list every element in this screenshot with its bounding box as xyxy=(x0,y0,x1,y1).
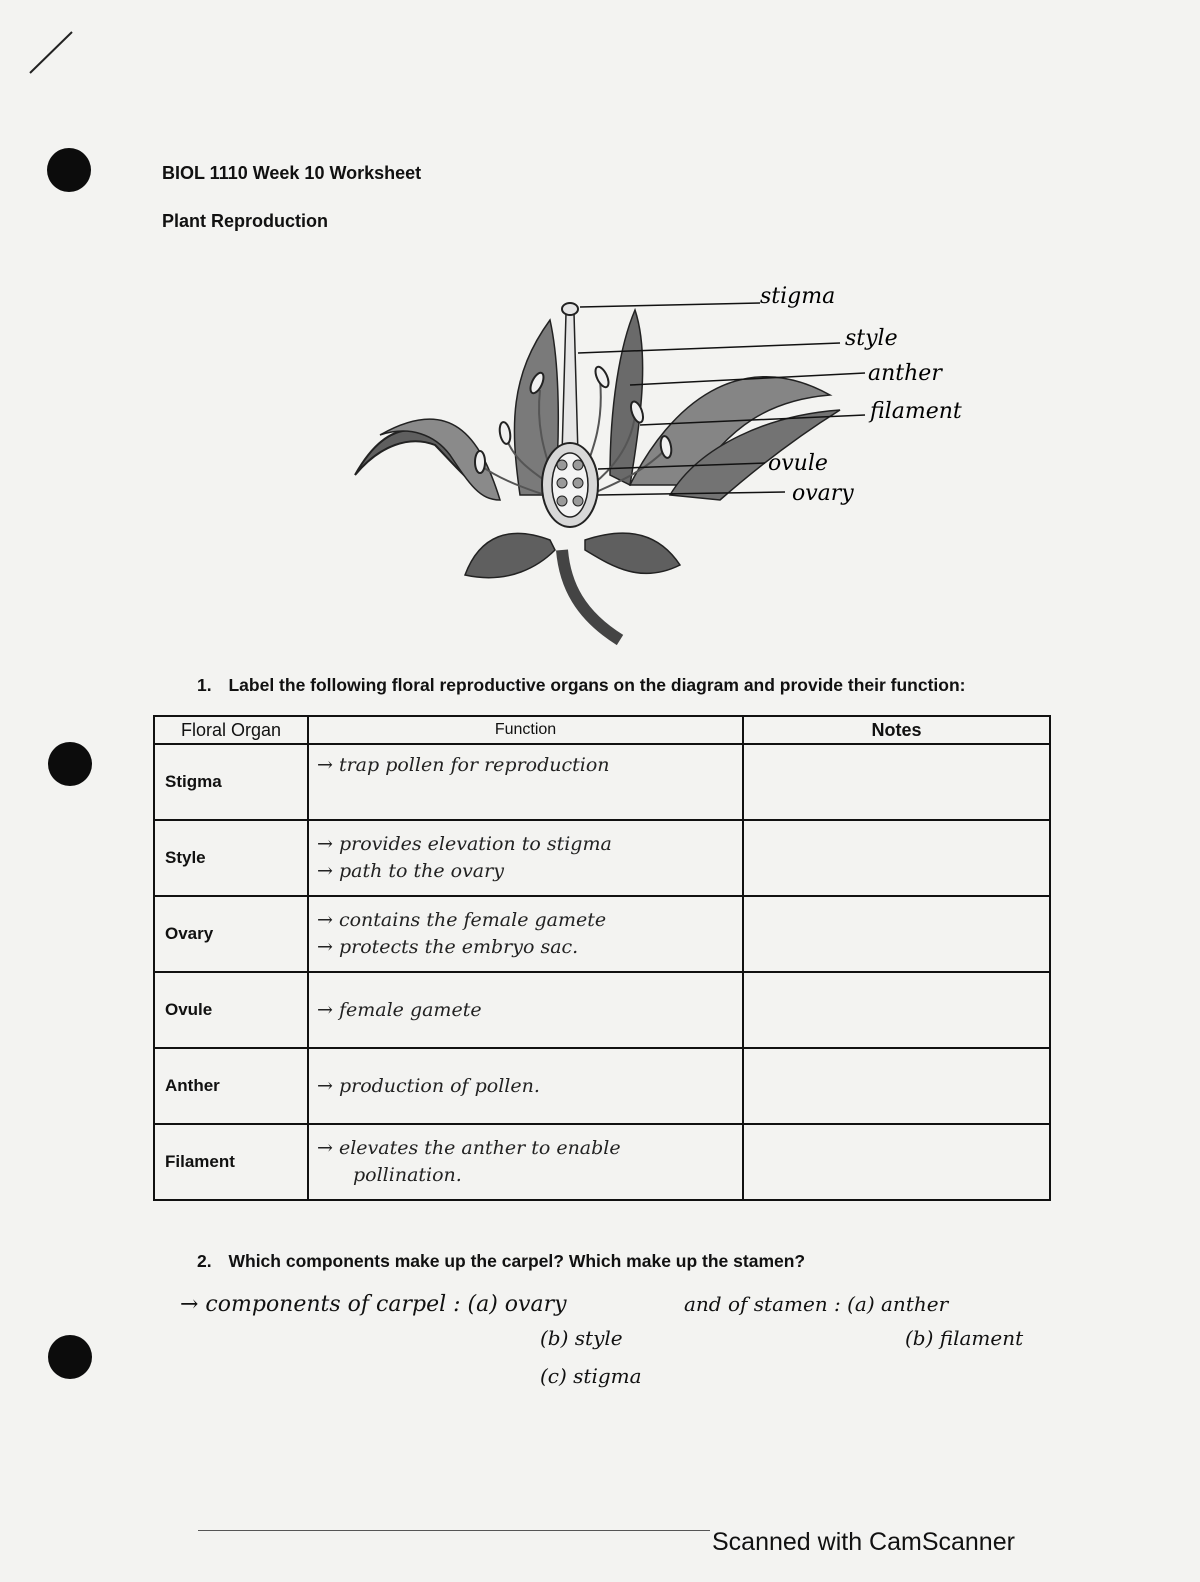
function-text: → protects the embryo sac. xyxy=(317,936,579,958)
organ-cell: Anther xyxy=(154,1048,308,1124)
table-row xyxy=(154,896,1050,972)
function-text: pollination. xyxy=(353,1164,462,1186)
function-cell xyxy=(308,972,743,1048)
diagram-label-anther: anther xyxy=(868,361,942,386)
organ-cell: Stigma xyxy=(154,744,308,820)
answer-stamen-intro: and of stamen : (a) anther xyxy=(684,1292,949,1316)
camscanner-watermark: Scanned with CamScanner xyxy=(712,1528,1015,1556)
table-row xyxy=(154,744,1050,820)
notes-cell xyxy=(743,744,1050,820)
table-row xyxy=(154,1048,1050,1124)
answer-stamen-b: (b) filament xyxy=(905,1326,1024,1350)
notes-cell xyxy=(743,1048,1050,1124)
question-1-text: Label the following floral reproductive organs on the diagram and provide their function: xyxy=(228,675,966,695)
function-text: → trap pollen for reproduction xyxy=(317,754,610,776)
function-cell xyxy=(308,744,743,820)
question-1-number: 1. xyxy=(197,675,212,695)
question-2 xyxy=(197,1251,805,1272)
function-text: → path to the ovary xyxy=(317,860,504,882)
pen-mark xyxy=(20,28,80,78)
header-notes: Notes xyxy=(743,716,1050,744)
notes-cell xyxy=(743,1124,1050,1200)
punch-hole-bottom xyxy=(48,1335,92,1379)
notes-cell xyxy=(743,896,1050,972)
diagram-label-stigma: stigma xyxy=(760,285,836,309)
diagram-label-filament: filament xyxy=(870,399,962,424)
header-floral-organ: Floral Organ xyxy=(154,716,308,744)
header-function: Function xyxy=(308,716,743,744)
bottom-rule xyxy=(198,1530,710,1531)
diagram-label-style: style xyxy=(845,326,898,351)
question-1 xyxy=(197,675,965,696)
table-row xyxy=(154,820,1050,896)
function-cell xyxy=(308,896,743,972)
function-text: → production of pollen. xyxy=(317,1074,540,1097)
notes-cell xyxy=(743,972,1050,1048)
answer-carpel-c: (c) stigma xyxy=(540,1364,642,1388)
diagram-label-ovule: ovule xyxy=(768,451,828,476)
floral-organ-table xyxy=(153,715,1051,1201)
course-title: BIOL 1110 Week 10 Worksheet xyxy=(162,163,422,183)
punch-hole-middle xyxy=(48,742,92,786)
function-cell xyxy=(308,1124,743,1200)
punch-hole-top xyxy=(47,148,91,192)
answer-carpel-intro: → components of carpel : (a) ovary xyxy=(180,1292,567,1317)
function-text: → elevates the anther to enable xyxy=(317,1137,621,1159)
notes-cell xyxy=(743,820,1050,896)
organ-cell: Ovary xyxy=(154,896,308,972)
topic-title: Plant Reproduction xyxy=(162,211,328,231)
diagram-label-ovary: ovary xyxy=(792,481,854,506)
question-2-number: 2. xyxy=(197,1251,212,1271)
organ-cell: Filament xyxy=(154,1124,308,1200)
organ-cell: Ovule xyxy=(154,972,308,1048)
table-row xyxy=(154,1124,1050,1200)
function-text: → contains the female gamete xyxy=(317,909,607,931)
table-row xyxy=(154,972,1050,1048)
flower-diagram xyxy=(340,285,980,655)
answer-carpel-b: (b) style xyxy=(540,1326,623,1350)
table-header-row xyxy=(154,716,1050,744)
function-cell xyxy=(308,1048,743,1124)
function-text: → female gamete xyxy=(317,998,482,1021)
organ-cell: Style xyxy=(154,820,308,896)
question-2-text: Which components make up the carpel? Which make up the stamen? xyxy=(228,1251,806,1271)
petal-bottom xyxy=(465,533,680,578)
function-text: → provides elevation to stigma xyxy=(317,833,612,855)
function-cell xyxy=(308,820,743,896)
